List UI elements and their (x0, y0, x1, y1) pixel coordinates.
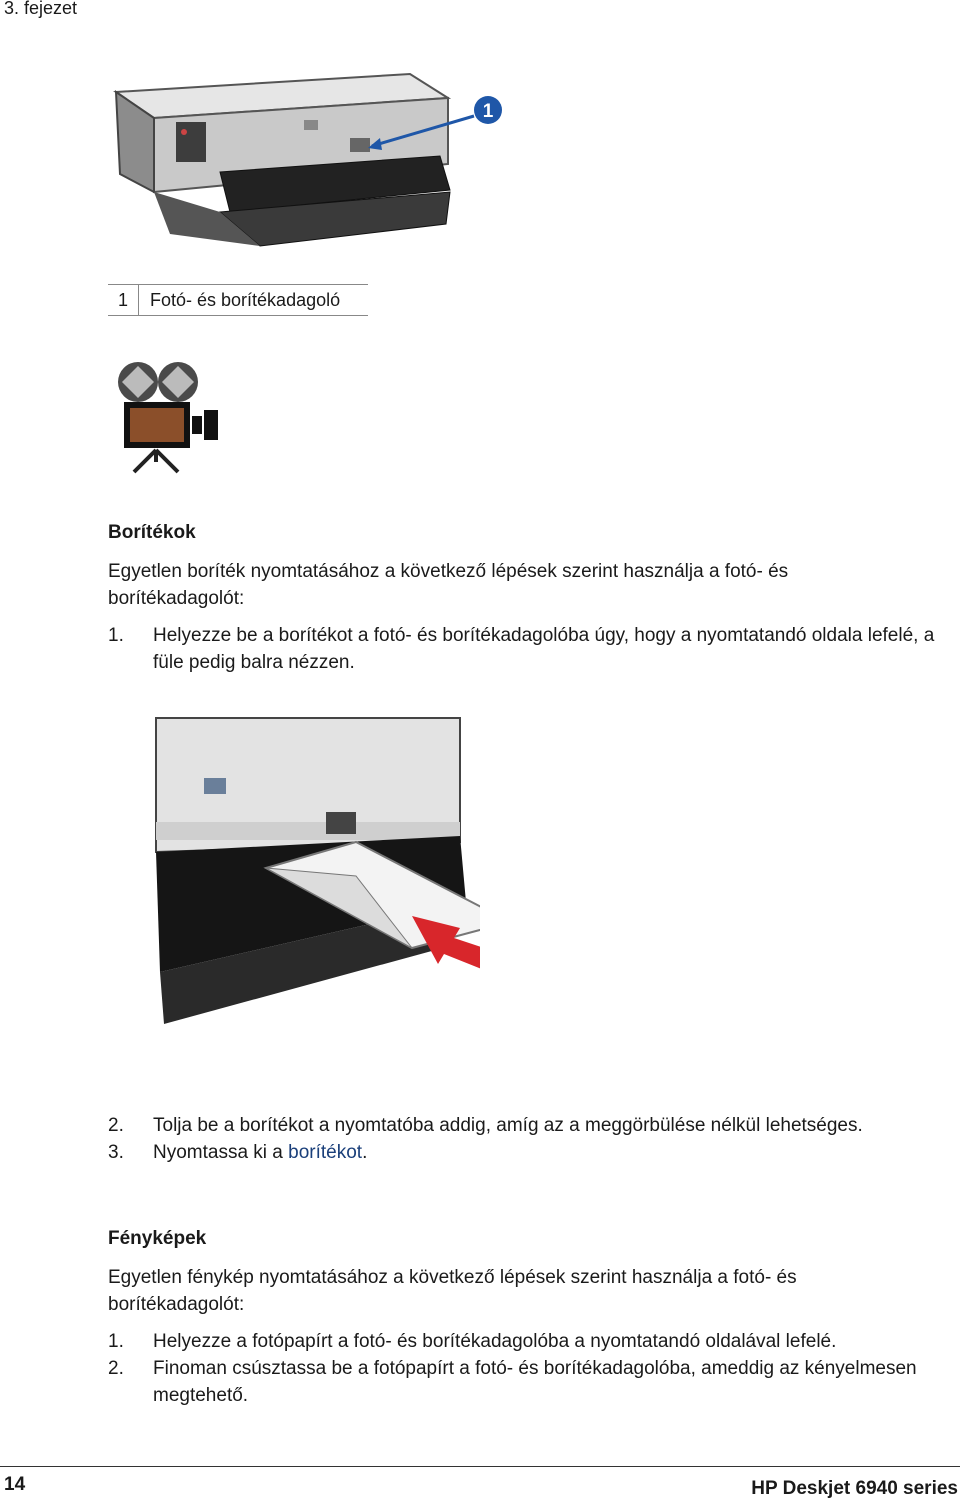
step-number: 2. (108, 1358, 124, 1379)
step-number: 2. (108, 1115, 124, 1136)
chapter-header: 3. fejezet (4, 0, 78, 18)
page-number: 14 (4, 1474, 26, 1495)
list-item (108, 1112, 938, 1139)
section-title-envelopes: Borítékok (108, 522, 196, 543)
list-item (108, 622, 938, 676)
step-number: 3. (108, 1142, 124, 1163)
step-number: 1. (108, 1331, 124, 1352)
legend-label: Fotó- és borítékadagoló (150, 290, 341, 310)
footer-rule (0, 1466, 960, 1467)
list-item (108, 1355, 958, 1409)
figure-legend (108, 284, 368, 316)
movie-camera-icon (116, 360, 226, 476)
envelope-insert-figure (150, 712, 480, 1036)
list-item (108, 1139, 938, 1166)
step-text: Helyezze a fotópapírt a fotó- és borítékadagolóba a nyomtatandó oldalával lefelé. (153, 1331, 837, 1352)
footer-product-title: HP Deskjet 6940 series (751, 1478, 958, 1499)
printer-figure (110, 64, 520, 260)
step-text: Tolja be a borítékot a nyomtatóba addig, amíg az a meggörbülése nélkül lehetséges. (153, 1115, 863, 1136)
envelopes-link[interactable]: borítékot (288, 1142, 363, 1163)
envelopes-step-list-1 (108, 622, 938, 676)
step-text: Finoman csúsztassa be a fotópapírt a fotó- és borítékadagolóba, ameddig az kényelmesen megtehető. (153, 1358, 917, 1406)
step-text-suffix: . (362, 1142, 368, 1163)
step-text: Helyezze be a borítékot a fotó- és borítékadagolóba úgy, hogy a nyomtatandó oldala lefelé, a füle pedig balra nézzen. (153, 625, 935, 673)
list-item (108, 1328, 958, 1355)
callout-number: 1 (482, 101, 494, 122)
legend-number: 1 (108, 285, 139, 315)
photos-step-list (108, 1328, 958, 1409)
envelopes-step-list-2 (108, 1112, 938, 1166)
step-number: 1. (108, 625, 124, 646)
photos-intro: Egyetlen fénykép nyomtatásához a következő lépések szerint használja a fotó- és borítékadagolót: (108, 1267, 797, 1315)
step-text: Nyomtassa ki a (153, 1142, 289, 1163)
section-title-photos: Fényképek (108, 1228, 207, 1249)
envelopes-intro: Egyetlen boríték nyomtatásához a következő lépések szerint használja a fotó- és borítékadagolót: (108, 561, 789, 609)
